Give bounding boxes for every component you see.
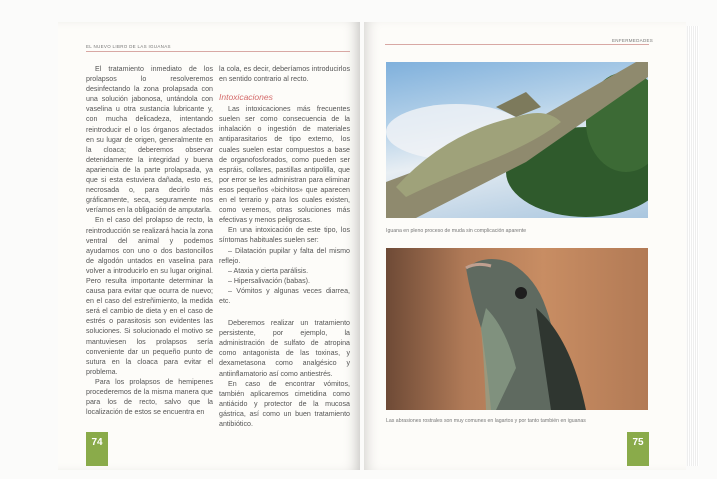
left-column-1 [86, 64, 213, 417]
list-item: – Dilatación pupilar y falta del mismo reflejo. [219, 246, 350, 265]
list-item: – Vómitos y algunas veces diarrea, etc. [219, 286, 350, 305]
header-rule-left [86, 51, 350, 52]
list-item: – Ataxia y cierta parálisis. [228, 266, 309, 275]
paragraph: la cola, es decir, deberíamos introducirlos en sentido contrario al recto. [219, 65, 350, 84]
photo-iguana-head [386, 248, 648, 410]
paragraph: Deberemos realizar un tratamiento persistente, por ejemplo, la administración de sulfato de atropina como antagonista de las toxinas, y dexametasona como analgésico y antiinflamatorio así como antiestrés. [219, 319, 350, 378]
running-head-right: ENFERMEDADES [612, 38, 654, 43]
paragraph: En una intoxicación de este tipo, los síntomas habituales suelen ser: [219, 226, 350, 245]
running-head-left: EL NUEVO LIBRO DE LAS IGUANAS [86, 44, 171, 49]
header-rule-right [385, 44, 649, 45]
paragraph: Las intoxicaciones más frecuentes suelen ser como consecuencia de la inhalación o ingestión de materiales antiparasitarios de tipo externo, los cuales suelen estar compuestos a base de organofosforados, como pueden ser espráis, collares, pastillas antipolilla, que por error se les administran para eliminar esos pequeños «bichitos» que aparecen en el terrario y para los cuales existen, como veremos, otras soluciones más efectivas y menos peligrosas. [219, 105, 350, 225]
photo-caption-2: Las abrasiones rostrales son muy comunes en lagartos y por tanto también en iguanas [386, 418, 586, 424]
list-item: – Hipersalivación (babas). [228, 276, 311, 285]
paragraph: El tratamiento inmediato de los prolapsos lo resolveremos desinfectando la zona prolapsada con una solución jabonosa, untándola con vaselina u otra sustancia lubricante y, con mucha delicadeza, intentando reintroducir el o los órganos afectados en su lugar de origen, generalmente en la cloaca; deberemos observar detenidamente la integridad y buena apariencia de la parte prolapsada, ya que si esta estuviera dañada, esto es, necrosada o, para decirlo más gráficamente, seca, seguramente nos veríamos en la obligación de amputarla. [86, 65, 213, 215]
paragraph: En caso de encontrar vómitos, también aplicaremos cimetidina como antiácido y protector de la mucosa gástrica, así como un buen tratamiento antibiótico. [219, 379, 350, 428]
left-column-2 [219, 64, 350, 429]
photo-caption-1: Iguana en pleno proceso de muda sin complicación aparente [386, 228, 527, 234]
page-edges [687, 26, 699, 466]
photo-iguana-branch [386, 62, 648, 218]
paragraph: Para los prolapsos de hemipenes procederemos de la misma manera que para los de recto, salvo que la localización de estos se encuentra en [86, 377, 213, 417]
paragraph: En el caso del prolapso de recto, la reintroducción se realizará hacia la zona ventral del animal y podemos ayudarnos con uno o dos bastoncillos de algodón untados en vaselina para volver a introducirlo en su lugar original. Pero resulta importante determinar la causa para evitar que ocurra de nuevo; en el caso del estreñimiento, la medida será el cambio de dieta y en el caso de estrés o parasitosis son evidentes las soluciones. Si solucionado el motivo se mantuviesen los prolapsos sería conveniente dar un pequeño punto de sutura en la cloaca para evitar el problema. [86, 216, 213, 376]
page-number-right: 75 [627, 432, 649, 466]
page-number-left: 74 [86, 432, 108, 466]
section-title: Intoxicaciones [219, 92, 273, 103]
